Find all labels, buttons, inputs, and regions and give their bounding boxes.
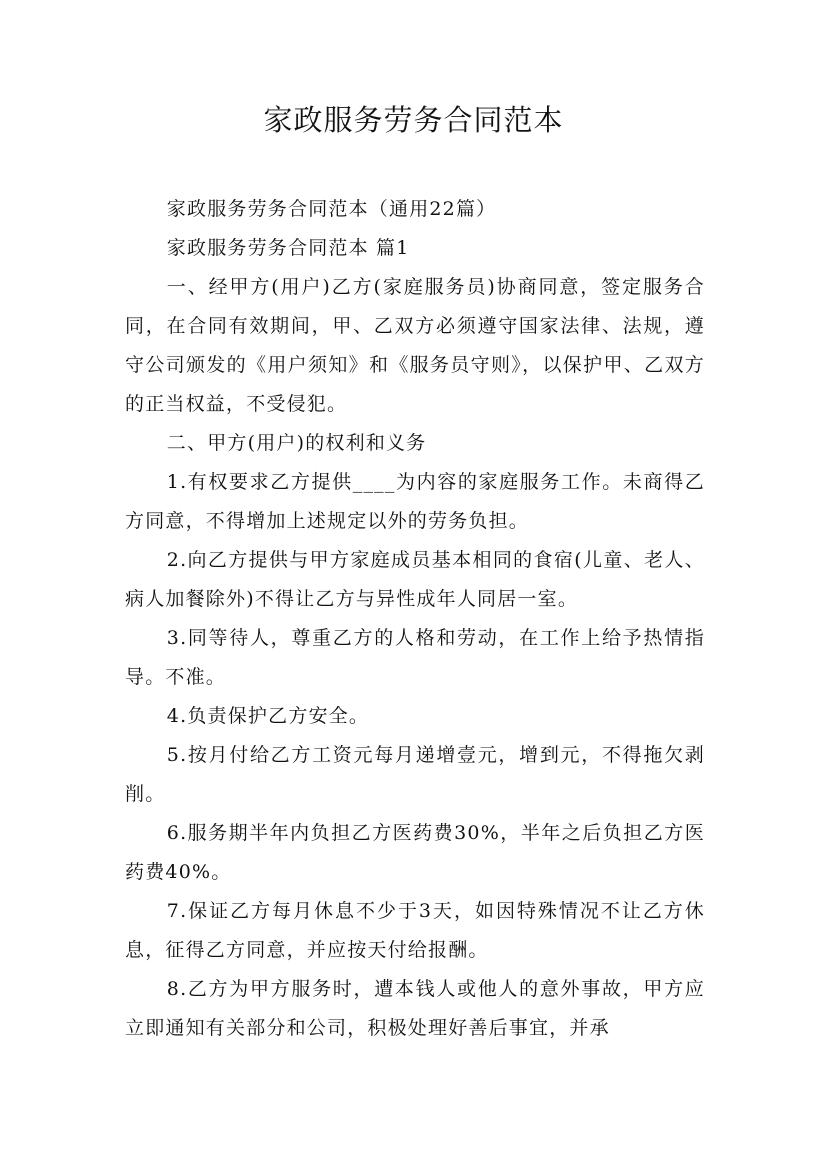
paragraph-heading-part-1: 家政服务劳务合同范本 篇1 xyxy=(166,237,410,259)
paragraph-item-7: 7.保证乙方每月休息不少于3天，如因特殊情况不让乙方休息，征得乙方同意，并应按天付给报酬。 xyxy=(125,900,705,961)
document-title: 家政服务劳务合同范本 xyxy=(263,103,564,137)
paragraph-item-5: 5.按月付给乙方工资元每月递增壹元，增到元，不得拖欠剥削。 xyxy=(125,744,705,805)
paragraph-item-2: 2.向乙方提供与甲方家庭成员基本相同的食宿(儿童、老人、病人加餐除外)不得让乙方与异性成年人同居一室。 xyxy=(125,549,705,610)
paragraph-item-3: 3.同等待人，尊重乙方的人格和劳动，在工作上给予热情指导。不准。 xyxy=(125,627,705,688)
paragraph-heading-general: 家政服务劳务合同范本（通用22篇） xyxy=(166,198,497,220)
paragraph-item-4: 4.负责保护乙方安全。 xyxy=(166,705,370,727)
paragraph-clause-2-heading: 二、甲方(用户)的权利和义务 xyxy=(166,432,427,454)
paragraph-item-6: 6.服务期半年内负担乙方医药费30%，半年之后负担乙方医药费40%。 xyxy=(125,822,705,883)
paragraph-item-8: 8.乙方为甲方服务时，遭本钱人或他人的意外事故，甲方应立即通知有关部分和公司，积极处理好善后事宜，并承 xyxy=(125,978,705,1039)
paragraph-clause-1: 一、经甲方(用户)乙方(家庭服务员)协商同意，签定服务合同，在合同有效期间，甲、乙双方必须遵守国家法律、法规，遵守公司颁发的《用户须知》和《服务员守则》，以保护甲、乙双方的正当权益，不受侵犯。 xyxy=(125,276,705,415)
paragraph-item-1: 1.有权要求乙方提供____为内容的家庭服务工作。未商得乙方同意，不得增加上述规定以外的劳务负担。 xyxy=(125,471,705,532)
document-body xyxy=(125,190,705,1048)
